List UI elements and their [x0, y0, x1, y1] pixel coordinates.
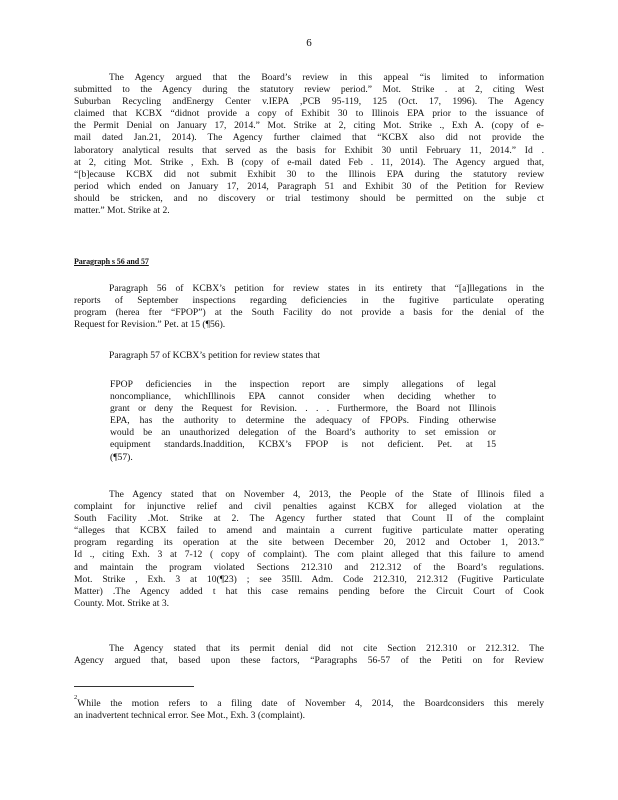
- text-line: at 2, citing Mot. Strike , Exh. B (copy of e-mail dated Feb . 11, 2014). The Agency argued that,: [74, 156, 544, 168]
- footnote-divider: [74, 686, 194, 687]
- text-line: “[b]ecause KCBX did not submit Exhibit 30 to the Illinois EPA during the statutory review: [74, 168, 544, 180]
- footnote-line: [74, 694, 544, 710]
- text-line: equipment standards.Inaddition, KCBX’s FPOP is not deficient. Pet. at 15: [110, 439, 496, 451]
- text-line: (¶57).: [110, 451, 133, 463]
- page-number: 6: [306, 37, 312, 49]
- text-line: program (herea fter “FPOP”) at the South Facility do not provide a basis for the denial of the: [74, 307, 544, 319]
- text-line: submitted to the Agency during the statutory review period.” Mot. Strike . at 2, citing West: [74, 84, 544, 96]
- text-line: would be an unauthorized delegation of the Board’s authority to set emission or: [110, 427, 496, 439]
- paragraph-56: [74, 283, 544, 331]
- text-line: Mot. Strike , Exh. 3 at 10(¶23) ; see 35Ill. Adm. Code 212.310, 212.312 (Fugitive Particulate: [74, 573, 544, 585]
- text-line: Paragraph 57 of KCBX’s petition for review states that: [109, 350, 321, 361]
- text-line: County. Mot. Strike at 3.: [74, 597, 170, 609]
- text-line: laboratory analytical results that served as the basis for Exhibit 30 until February 11, 2014.” Id .: [74, 144, 544, 156]
- text-line: the Permit Denial on January 17, 2014.” Mot. Strike at 2, citing Mot. Strike ., Exh A. (copy of e-: [74, 120, 544, 132]
- paragraph-57-intro: [74, 350, 544, 362]
- text-line: South Facility .Mot. Strike at 2. The Agency further stated that Count II of the complaint: [74, 513, 544, 525]
- paragraph-permit-denial: [74, 643, 544, 667]
- text-line: mail dated Jan.21, 2014). The Agency further claimed that “KCBX also did not provide the: [74, 132, 544, 144]
- text-line: FPOP deficiencies in the inspection report are simply allegations of legal: [110, 379, 496, 390]
- footnote-marker: 2: [74, 694, 78, 701]
- section-heading: Paragraph s 56 and 57: [74, 257, 149, 266]
- text-line: program regarding its operation at the site between December 20, 2012 and October 1, 2013.”: [74, 537, 544, 549]
- text-line: The Agency argued that the Board’s review in this appeal “is limited to information: [109, 72, 544, 83]
- text-line: EPA, has the authority to determine the adequacy of FPOPs. Finding otherwise: [110, 415, 496, 427]
- text-line: grant or deny the Request for Revision. . . . Furthermore, the Board not Illinois: [110, 403, 496, 415]
- text-line: claimed that KCBX “didnot provide a copy of Exhibit 30 to Illinois EPA prior to the issuance of: [74, 108, 544, 120]
- text-line: Agency argued that, based upon these factors, “Paragraphs 56-57 of the Petiti on for Review: [74, 655, 544, 667]
- text-line: and maintain the program violated Sections 212.310 and 212.312 of the Board’s regulations.: [74, 561, 544, 573]
- text-line: complaint for injunctive relief and civil penalties against KCBX for alleged violation at the: [74, 501, 544, 513]
- footnote-line: an inadvertent technical error. See Mot., Exh. 3 (complaint).: [74, 710, 305, 722]
- text-line: matter.” Mot. Strike at 2.: [74, 205, 170, 217]
- footnote-text: While the motion refers to a filing date of November 4, 2014, the Boardconsiders this merely: [77, 698, 544, 709]
- text-line: Suburban Recycling andEnergy Center v.IEPA ,PCB 95-119, 125 (Oct. 17, 1996). The Agency: [74, 96, 544, 108]
- text-line: Request for Revision.” Pet. at 15 (¶56).: [74, 319, 226, 331]
- text-line: Matter) .The Agency added t hat this case remains pending before the Circuit Court of Cook: [74, 585, 544, 597]
- text-line: reports of September inspections regarding deficiencies in the fugitive particulate operating: [74, 295, 544, 307]
- text-line: noncompliance, whichIllinois EPA cannot consider when deciding whether to: [110, 391, 496, 403]
- block-quote: [110, 379, 496, 464]
- text-line: “alleges that KCBX failed to amend and maintain a current fugitive particulate matter operating: [74, 525, 544, 537]
- paragraph-circuit-court-complaint: [74, 489, 544, 610]
- text-line: The Agency stated that its permit denial did not cite Section 212.310 or 212.312. The: [109, 643, 544, 654]
- text-line: should be stricken, and no discovery or trial testimony should be permitted on the subje ct: [74, 192, 544, 204]
- paragraph-agency-argument: [74, 72, 544, 217]
- footnote: [74, 694, 544, 722]
- text-line: Id ., citing Exh. 3 at 7-12 ( copy of complaint). The com plaint alleged that this failure to amend: [74, 549, 544, 561]
- text-line: period which ended on January 17, 2014, Paragraph 51 and Exhibit 30 of the Petition for Review: [74, 180, 544, 192]
- text-line: The Agency stated that on November 4, 2013, the People of the State of Illinois filed a: [109, 489, 544, 500]
- text-line: Paragraph 56 of KCBX’s petition for review states in its entirety that “[a]llegations in the: [109, 283, 544, 294]
